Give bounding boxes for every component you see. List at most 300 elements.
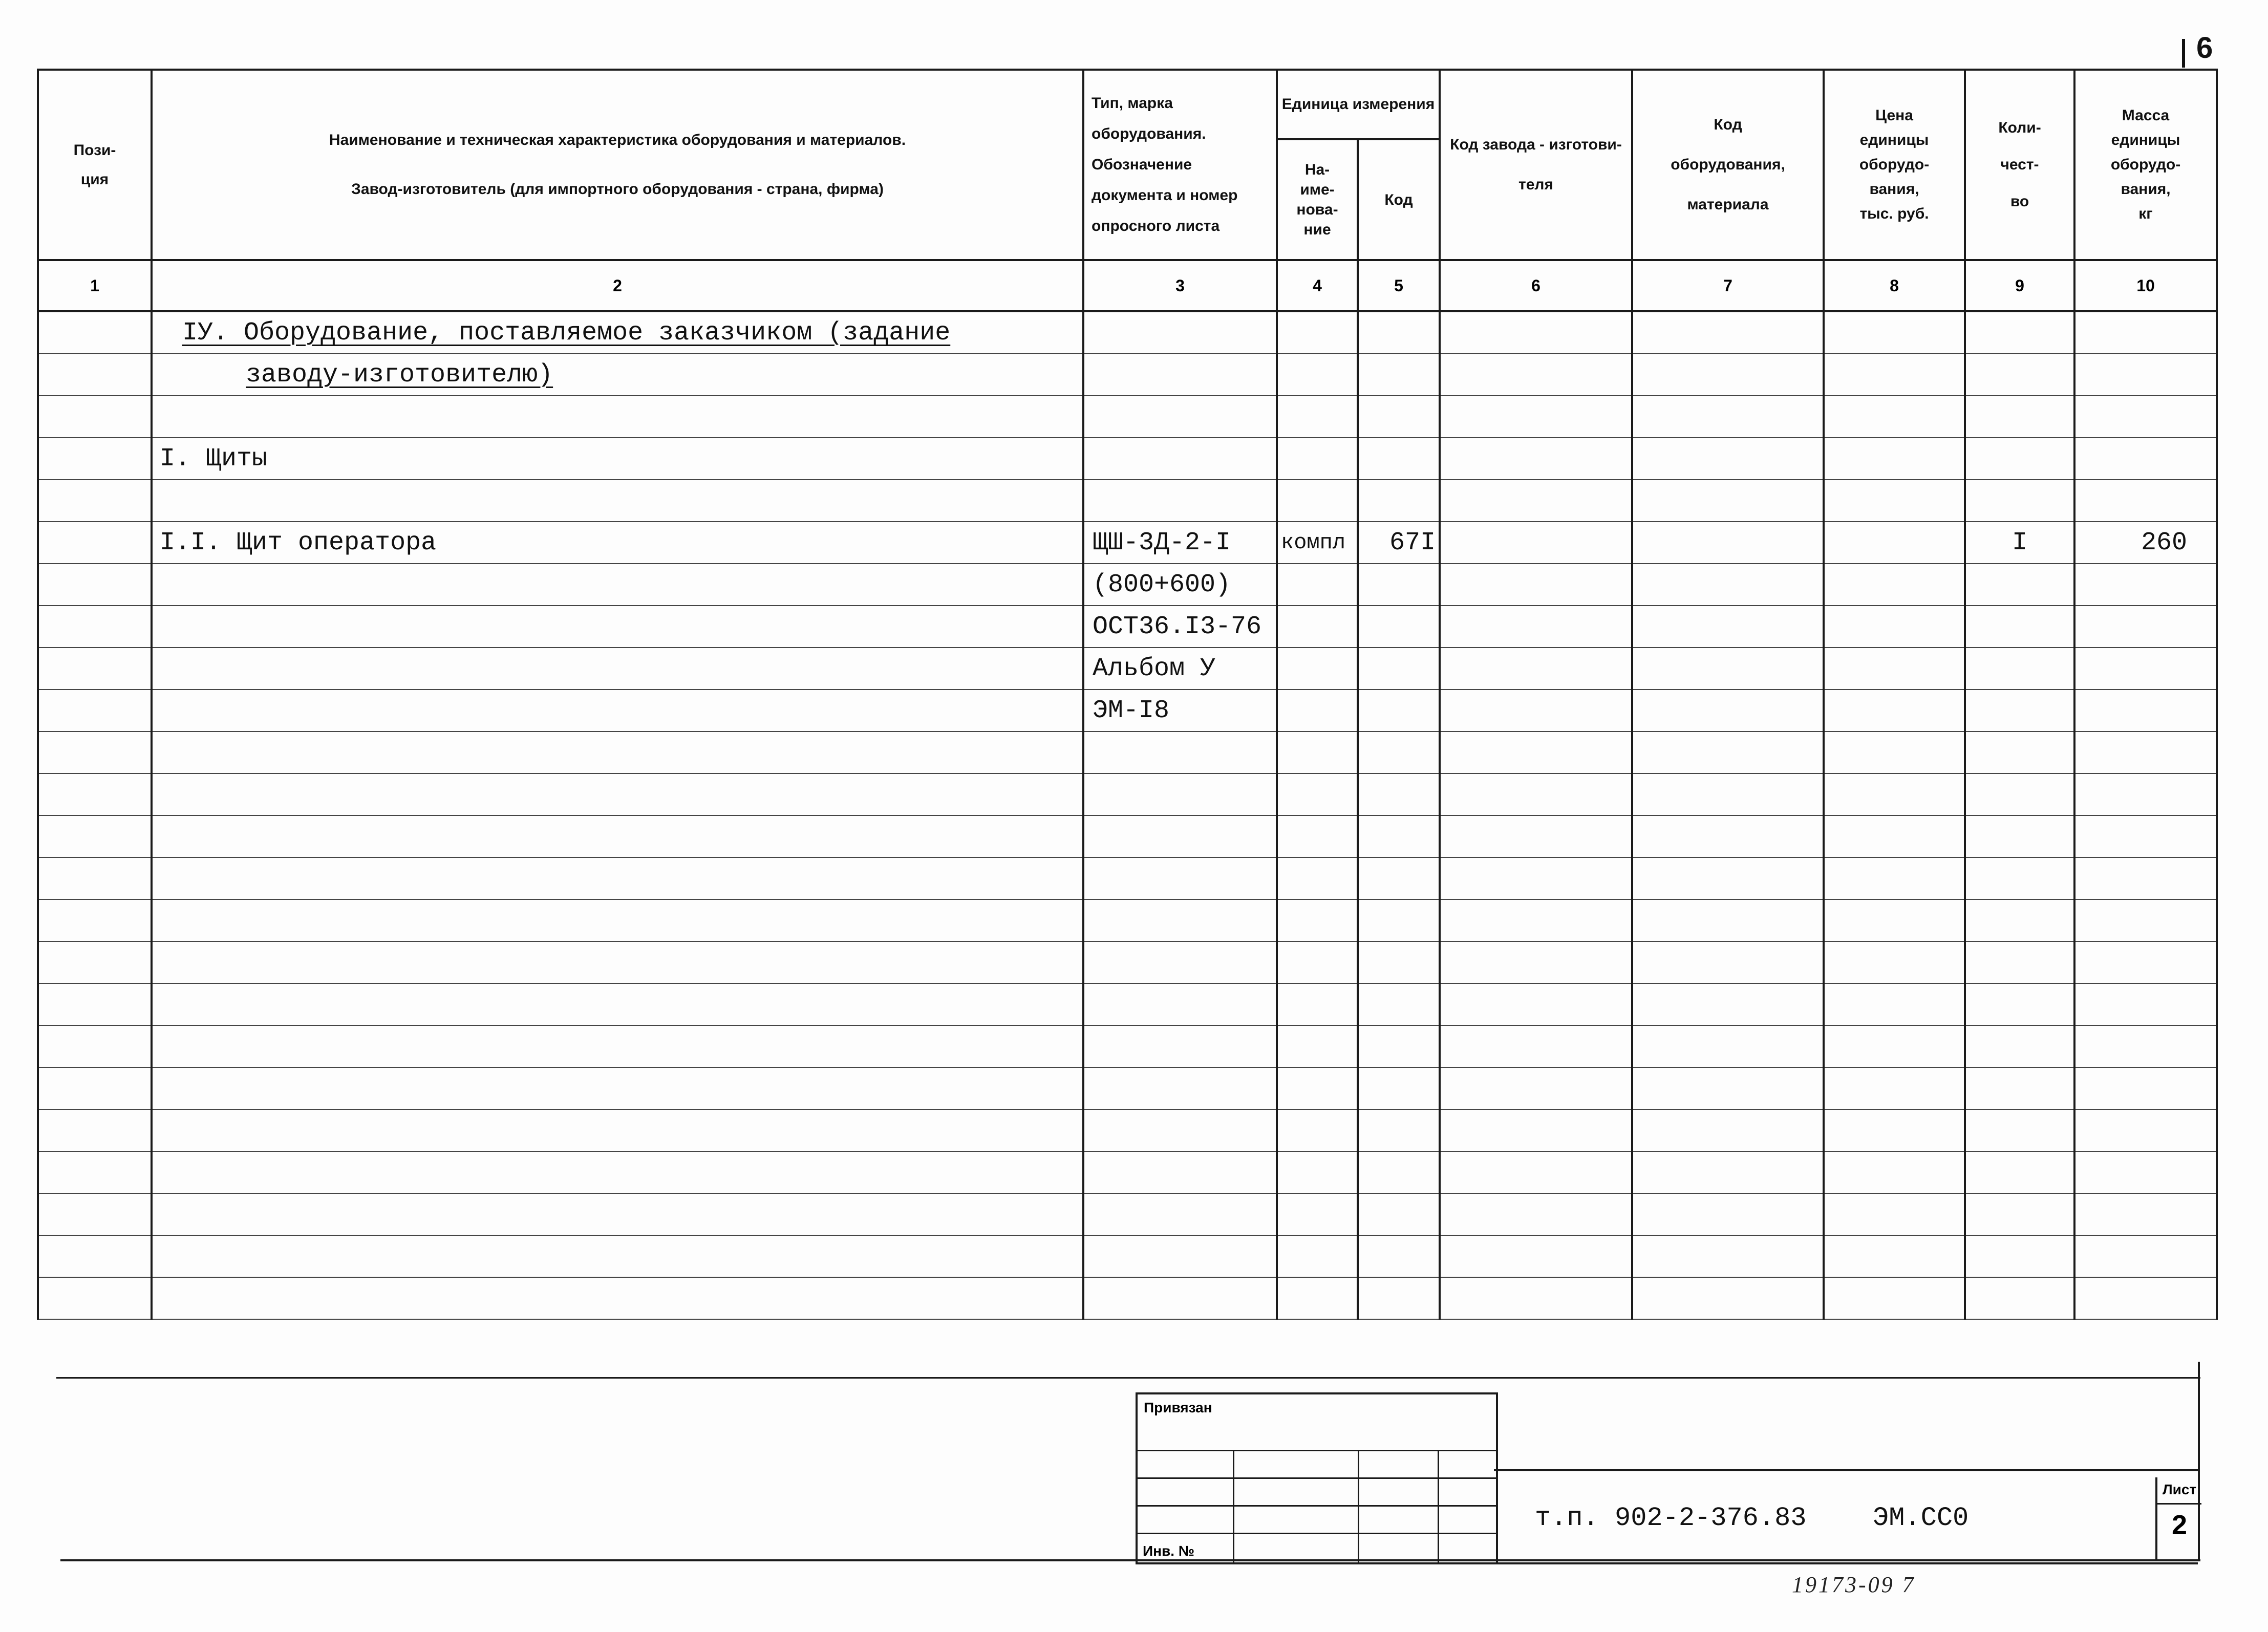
table-cell — [1277, 983, 1358, 1025]
table-cell — [152, 983, 1083, 1025]
table-cell — [1083, 1151, 1277, 1193]
table-cell — [152, 648, 1083, 690]
table-cell — [2074, 732, 2217, 774]
table-cell — [1824, 311, 1965, 354]
table-cell — [152, 1151, 1083, 1193]
table-cell — [38, 774, 152, 815]
table-cell — [152, 1235, 1083, 1277]
table-cell — [1358, 564, 1440, 606]
table-cell — [152, 606, 1083, 648]
column-number: 1 — [38, 260, 152, 311]
cell-text: заводу-изготовителю) — [246, 360, 553, 390]
table-cell — [1965, 857, 2074, 899]
table-cell — [1358, 774, 1440, 815]
table-row — [38, 648, 2217, 690]
table-row — [38, 899, 2217, 941]
header-mass: Масса единицы оборудо- вания, кг — [2074, 70, 2217, 260]
table-cell — [38, 1277, 152, 1319]
table-cell — [1824, 1277, 1965, 1319]
table-cell — [1965, 354, 2074, 396]
table-cell — [1632, 522, 1824, 564]
table-cell — [1440, 983, 1632, 1025]
table-cell — [1358, 606, 1440, 648]
table-cell — [1632, 857, 1824, 899]
table-cell — [38, 606, 152, 648]
table-cell — [1824, 480, 1965, 522]
table-cell — [38, 983, 152, 1025]
table-cell — [38, 1067, 152, 1109]
table-cell — [1965, 564, 2074, 606]
table-cell — [38, 1235, 152, 1277]
table-cell — [1632, 480, 1824, 522]
table-row — [38, 1235, 2217, 1277]
table-cell — [1632, 1277, 1824, 1319]
table-cell — [1440, 648, 1632, 690]
table-cell — [1440, 396, 1632, 438]
table-row — [38, 857, 2217, 899]
table-row — [38, 690, 2217, 732]
table-cell — [1824, 899, 1965, 941]
cell-text: ОСТ36.I3-76 — [1093, 612, 1262, 641]
table-cell — [1965, 522, 2074, 564]
table-row — [38, 1109, 2217, 1151]
table-cell — [1632, 564, 1824, 606]
table-cell — [1277, 857, 1358, 899]
table-row — [38, 480, 2217, 522]
table-cell — [2074, 815, 2217, 857]
table-cell — [1277, 1151, 1358, 1193]
table-cell — [1440, 1025, 1632, 1067]
table-cell — [1358, 480, 1440, 522]
table-row — [38, 815, 2217, 857]
header-type: Тип, марка оборудования. Обозначение документа и номер опросного листа — [1083, 70, 1277, 260]
table-body — [38, 311, 2217, 1319]
table-row — [38, 396, 2217, 438]
table-row — [38, 438, 2217, 480]
column-number: 9 — [1965, 260, 2074, 311]
table-cell — [1083, 1067, 1277, 1109]
table-cell — [152, 857, 1083, 899]
table-cell — [1632, 648, 1824, 690]
table-cell — [1440, 815, 1632, 857]
table-cell — [1083, 1109, 1277, 1151]
document-code: т.п. 902-2-376.83 — [1535, 1503, 1807, 1533]
table-cell — [38, 564, 152, 606]
table-cell — [1277, 396, 1358, 438]
table-row — [38, 606, 2217, 648]
table-cell — [1358, 396, 1440, 438]
table-row — [38, 1277, 2217, 1319]
table-cell — [1083, 857, 1277, 899]
stamp-label: Привязан — [1144, 1400, 1212, 1415]
stamp-line — [1358, 1450, 1359, 1562]
table-cell — [1824, 564, 1965, 606]
table-cell — [38, 941, 152, 983]
table-cell — [1358, 311, 1440, 354]
table-cell — [152, 396, 1083, 438]
table-cell — [1824, 815, 1965, 857]
column-number: 4 — [1277, 260, 1358, 311]
table-row — [38, 564, 2217, 606]
table-cell — [2074, 941, 2217, 983]
table-cell — [1965, 1277, 2074, 1319]
table-cell — [1358, 1025, 1440, 1067]
table-cell — [2074, 1025, 2217, 1067]
table-cell — [1358, 1109, 1440, 1151]
table-cell — [152, 480, 1083, 522]
corner-sheet-number: 6 — [2196, 31, 2213, 65]
table-cell — [1083, 1025, 1277, 1067]
table-cell — [1824, 1025, 1965, 1067]
table-cell — [38, 311, 152, 354]
table-cell — [1277, 564, 1358, 606]
cell-text: ЭМ-I8 — [1093, 696, 1170, 725]
column-number: 6 — [1440, 260, 1632, 311]
table-cell — [1277, 606, 1358, 648]
table-row — [38, 311, 2217, 354]
table-cell — [38, 354, 152, 396]
table-cell — [1632, 1025, 1824, 1067]
table-cell — [1277, 732, 1358, 774]
table-cell — [2074, 1151, 2217, 1193]
table-cell — [1083, 438, 1277, 480]
table-cell — [1358, 522, 1440, 564]
table-cell — [1277, 1025, 1358, 1067]
table-row — [38, 354, 2217, 396]
table-cell — [38, 396, 152, 438]
table-cell — [1083, 480, 1277, 522]
table-cell — [38, 690, 152, 732]
table-row — [38, 522, 2217, 564]
table-cell — [1440, 690, 1632, 732]
table-cell — [1083, 690, 1277, 732]
cell-text: IУ. Оборудование, поставляемое заказчиком (задание — [182, 318, 951, 348]
table-cell — [2074, 606, 2217, 648]
stamp-line — [1138, 1505, 1496, 1507]
table-cell — [1083, 941, 1277, 983]
table-cell — [1358, 1277, 1440, 1319]
table-cell — [1824, 732, 1965, 774]
cell-text: ЩШ-3Д-2-I — [1093, 528, 1231, 557]
table-cell — [1083, 732, 1277, 774]
table-cell — [2074, 564, 2217, 606]
cell-text: I. Щиты — [160, 444, 268, 474]
table-cell — [1440, 1235, 1632, 1277]
table-cell — [38, 1109, 152, 1151]
table-cell — [152, 1277, 1083, 1319]
table-cell — [1632, 815, 1824, 857]
table-cell — [2074, 899, 2217, 941]
table-cell — [2074, 1235, 2217, 1277]
table-cell — [1440, 606, 1632, 648]
table-cell — [152, 522, 1083, 564]
column-number: 7 — [1632, 260, 1824, 311]
table-cell — [1632, 396, 1824, 438]
cell-text: 260 — [2141, 528, 2188, 557]
table-cell — [1083, 396, 1277, 438]
stamp-line — [1233, 1450, 1234, 1562]
inventory-label: Инв. № — [1143, 1543, 1195, 1559]
table-row — [38, 941, 2217, 983]
table-cell — [38, 857, 152, 899]
table-cell — [1358, 648, 1440, 690]
table-cell — [38, 480, 152, 522]
table-cell — [1440, 1109, 1632, 1151]
table-cell — [1824, 522, 1965, 564]
table-cell — [1083, 606, 1277, 648]
table-cell — [152, 774, 1083, 815]
table-cell — [1632, 1151, 1824, 1193]
table-cell — [2074, 480, 2217, 522]
cell-text: (800+600) — [1093, 570, 1231, 599]
table-cell — [152, 354, 1083, 396]
table-cell — [1083, 899, 1277, 941]
cell-text: 67I — [1389, 528, 1436, 557]
table-cell — [1358, 1067, 1440, 1109]
table-cell — [1358, 690, 1440, 732]
table-row — [38, 983, 2217, 1025]
specification-table — [37, 69, 2218, 1320]
table-cell — [1965, 1193, 2074, 1235]
header-unit-code: Код — [1358, 139, 1440, 260]
table-cell — [1965, 311, 2074, 354]
table-cell — [1632, 774, 1824, 815]
table-cell — [38, 1025, 152, 1067]
table-cell — [1440, 438, 1632, 480]
table-cell — [1277, 1277, 1358, 1319]
table-cell — [1083, 815, 1277, 857]
header-position: Пози- ция — [38, 70, 152, 260]
table-cell — [1965, 1235, 2074, 1277]
table-cell — [2074, 1109, 2217, 1151]
table-cell — [1965, 690, 2074, 732]
corner-mark — [2182, 39, 2185, 68]
table-cell — [1440, 774, 1632, 815]
table-cell — [1632, 1067, 1824, 1109]
table-cell — [38, 815, 152, 857]
table-cell — [2074, 1067, 2217, 1109]
table-cell — [1277, 311, 1358, 354]
header-name: Наименование и техническая характеристика оборудования и материалов. Завод-изготовитель (для импортного оборудования - страна, фирма) — [152, 70, 1083, 260]
table-cell — [1824, 1151, 1965, 1193]
table-cell — [152, 311, 1083, 354]
table-cell — [1632, 1193, 1824, 1235]
column-number: 5 — [1358, 260, 1440, 311]
table-cell — [2074, 311, 2217, 354]
table-cell — [1358, 941, 1440, 983]
table-cell — [1965, 396, 2074, 438]
table-cell — [1440, 899, 1632, 941]
table-cell — [1440, 480, 1632, 522]
table-cell — [1277, 690, 1358, 732]
table-cell — [1083, 1193, 1277, 1235]
table-cell — [1965, 1067, 2074, 1109]
table-cell — [1083, 564, 1277, 606]
header-unit-name: На- име- нова- ние — [1277, 139, 1358, 260]
table-cell — [1824, 606, 1965, 648]
sheet-value: 2 — [2172, 1510, 2188, 1540]
table-cell — [1440, 1277, 1632, 1319]
table-cell — [1358, 899, 1440, 941]
table-cell — [1632, 941, 1824, 983]
table-cell — [38, 732, 152, 774]
table-cell — [2074, 438, 2217, 480]
table-cell — [1358, 857, 1440, 899]
table-cell — [1440, 857, 1632, 899]
cell-text: Альбом У — [1093, 654, 1216, 683]
column-number: 8 — [1824, 260, 1965, 311]
table-cell — [38, 648, 152, 690]
table-cell — [1277, 522, 1358, 564]
table-cell — [1358, 1151, 1440, 1193]
table-row — [38, 732, 2217, 774]
table-cell — [1824, 857, 1965, 899]
binding-stamp — [1136, 1392, 1498, 1564]
document-mark: ЭМ.СС0 — [1873, 1503, 1969, 1533]
table-row — [38, 1193, 2217, 1235]
table-cell — [1358, 815, 1440, 857]
cell-text: I.I. Щит оператора — [160, 528, 437, 557]
table-cell — [1440, 564, 1632, 606]
table-cell — [2074, 1193, 2217, 1235]
divider-line — [56, 1377, 2200, 1379]
header-quantity: Коли- чест- во — [1965, 70, 2074, 260]
table-cell — [1824, 648, 1965, 690]
table-cell — [1277, 815, 1358, 857]
stamp-line — [1138, 1533, 1496, 1534]
frame-bottom-line — [60, 1559, 2200, 1561]
sheet-box-line — [2157, 1503, 2201, 1505]
stamp-line — [1438, 1450, 1439, 1562]
table-cell — [1440, 941, 1632, 983]
table-cell — [152, 690, 1083, 732]
stamp-line — [1138, 1477, 1496, 1479]
table-cell — [1824, 354, 1965, 396]
stamp-line — [1138, 1450, 1496, 1451]
table-cell — [38, 899, 152, 941]
table-cell — [1632, 354, 1824, 396]
title-block — [1494, 1469, 2198, 1564]
table-cell — [152, 1025, 1083, 1067]
table-cell — [1083, 522, 1277, 564]
table-cell — [2074, 690, 2217, 732]
table-cell — [152, 899, 1083, 941]
cell-text: I — [2012, 528, 2028, 557]
table-cell — [1358, 732, 1440, 774]
table-cell — [1440, 1067, 1632, 1109]
table-cell — [152, 941, 1083, 983]
sheet-number-box — [2155, 1477, 2201, 1559]
table-cell — [1358, 354, 1440, 396]
frame-edge — [2198, 1362, 2200, 1561]
table-cell — [1632, 311, 1824, 354]
table-cell — [152, 1109, 1083, 1151]
table-cell — [1632, 732, 1824, 774]
table-cell — [1277, 648, 1358, 690]
table-cell — [1277, 1067, 1358, 1109]
table-cell — [1965, 774, 2074, 815]
table-cell — [1632, 690, 1824, 732]
table-cell — [1965, 648, 2074, 690]
table-cell — [152, 438, 1083, 480]
table-cell — [2074, 983, 2217, 1025]
table-cell — [1824, 690, 1965, 732]
table-cell — [1440, 1193, 1632, 1235]
table-cell — [1277, 438, 1358, 480]
table-cell — [2074, 857, 2217, 899]
table-cell — [1965, 732, 2074, 774]
table-cell — [1824, 983, 1965, 1025]
header-factory-code: Код завода - изготови- теля — [1440, 70, 1632, 260]
table-row — [38, 1067, 2217, 1109]
table-cell — [1440, 354, 1632, 396]
header-unit-group: Единица измерения — [1277, 70, 1440, 139]
table-cell — [1083, 648, 1277, 690]
table-cell — [1965, 941, 2074, 983]
table-cell — [1277, 354, 1358, 396]
archive-number: 19173-09 7 — [1792, 1572, 1916, 1597]
table-cell — [1824, 1067, 1965, 1109]
table-cell — [2074, 354, 2217, 396]
table-cell — [1358, 983, 1440, 1025]
table-cell — [1632, 606, 1824, 648]
table-cell — [1277, 941, 1358, 983]
column-number: 3 — [1083, 260, 1277, 311]
table-cell — [1824, 1109, 1965, 1151]
table-cell — [1965, 983, 2074, 1025]
table-cell — [1358, 1193, 1440, 1235]
table-cell — [152, 815, 1083, 857]
cell-text: компл — [1281, 530, 1346, 555]
table-cell — [1277, 774, 1358, 815]
table-cell — [2074, 648, 2217, 690]
table-cell — [1632, 1109, 1824, 1151]
table-cell — [1277, 899, 1358, 941]
table-cell — [38, 1193, 152, 1235]
table-cell — [1440, 1151, 1632, 1193]
table-cell — [152, 564, 1083, 606]
table-cell — [38, 438, 152, 480]
table-cell — [1965, 1109, 2074, 1151]
header-equipment-code: Код оборудования, материала — [1632, 70, 1824, 260]
table-cell — [1277, 1109, 1358, 1151]
table-cell — [1277, 480, 1358, 522]
table-cell — [1965, 1025, 2074, 1067]
table-cell — [1277, 1235, 1358, 1277]
table-cell — [1277, 1193, 1358, 1235]
table-cell — [1358, 1235, 1440, 1277]
table-cell — [1358, 438, 1440, 480]
table-cell — [1083, 774, 1277, 815]
table-cell — [1824, 941, 1965, 983]
table-cell — [1632, 899, 1824, 941]
table-cell — [152, 732, 1083, 774]
table-cell — [38, 522, 152, 564]
table-cell — [1083, 1235, 1277, 1277]
table-cell — [1632, 1235, 1824, 1277]
table-cell — [1083, 983, 1277, 1025]
table-cell — [2074, 1277, 2217, 1319]
table-cell — [152, 1193, 1083, 1235]
table-cell — [1632, 438, 1824, 480]
table-cell — [1965, 438, 2074, 480]
table-cell — [152, 1067, 1083, 1109]
table-row — [38, 1025, 2217, 1067]
table-cell — [1083, 311, 1277, 354]
table-row — [38, 1151, 2217, 1193]
header-price: Цена единицы оборудо- вания, тыс. руб. — [1824, 70, 1965, 260]
table-cell — [1824, 396, 1965, 438]
